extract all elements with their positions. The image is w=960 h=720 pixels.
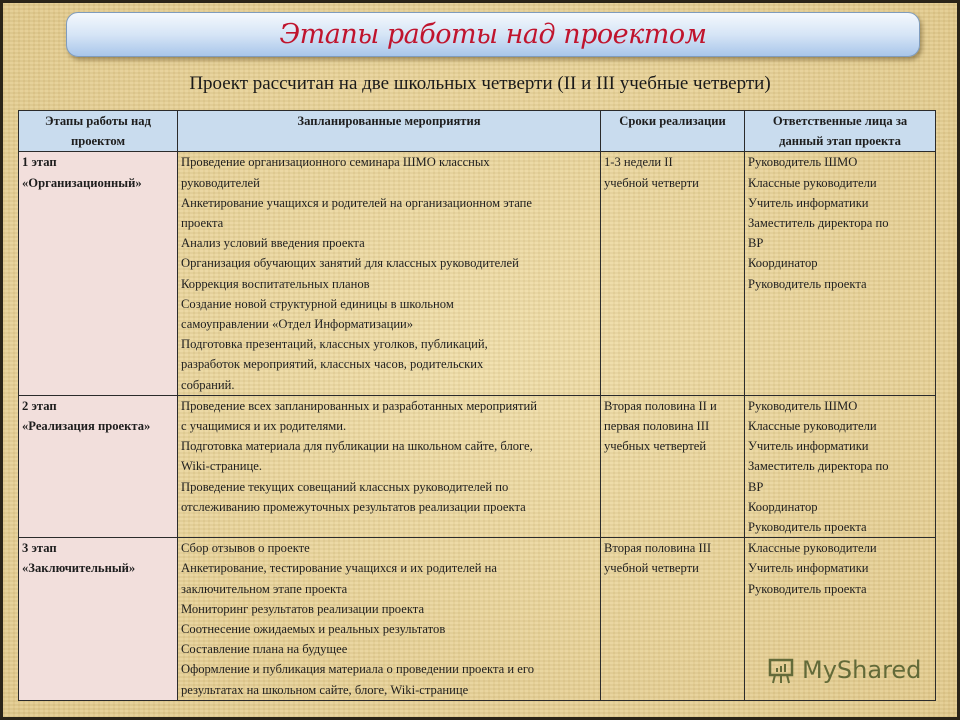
activities-cell-line: Проведение текущих совещаний классных руководителей по bbox=[181, 479, 509, 494]
timing-cell-line: Вторая половина II и bbox=[604, 398, 717, 413]
header-text: Ответственные лица за bbox=[772, 114, 908, 128]
responsible-cell bbox=[745, 395, 936, 537]
activities-cell-line: Коррекция воспитательных планов bbox=[181, 276, 370, 291]
title-banner bbox=[66, 12, 920, 57]
stage-cell bbox=[19, 538, 178, 701]
activities-cell-line: Анкетирование учащихся и родителей на организационном этапе bbox=[181, 195, 533, 210]
slide-subtitle: Проект рассчитан на две школьных четверти (II и III учебные четверти) bbox=[189, 73, 771, 94]
responsible-cell-line: Руководитель проекта bbox=[748, 581, 867, 596]
responsible-cell-line: Заместитель директора по bbox=[748, 459, 889, 474]
activities-cell-line: Сбор отзывов о проекте bbox=[181, 541, 310, 556]
activities-cell-line: Проведение всех запланированных и разработанных мероприятий bbox=[181, 398, 538, 413]
header-text: проектом bbox=[70, 134, 126, 149]
activities-cell-line: проекта bbox=[181, 216, 224, 231]
stage-cell-line: 3 этап bbox=[22, 541, 57, 556]
activities-cell-line: Проведение организационного семинара ШМО классных bbox=[181, 155, 490, 170]
timing-cell bbox=[601, 395, 745, 537]
header-text: данный этап проекта bbox=[779, 134, 901, 149]
responsible-cell-line: Учитель информатики bbox=[748, 439, 869, 454]
activities-cell-line: разработок мероприятий, классных часов, родительских bbox=[181, 357, 484, 372]
activities-cell-line: заключительном этапе проекта bbox=[181, 581, 348, 596]
activities-cell bbox=[178, 395, 601, 537]
column-header bbox=[19, 111, 178, 152]
responsible-cell-line: Учитель информатики bbox=[748, 561, 869, 576]
stage-cell-line: 1 этап bbox=[22, 155, 57, 170]
activities-cell-line: Анкетирование, тестирование учащихся и их родителей на bbox=[181, 561, 497, 576]
stage-cell-line: «Организационный» bbox=[22, 175, 142, 190]
responsible-cell bbox=[745, 152, 936, 395]
responsible-cell-line: Заместитель директора по bbox=[748, 216, 889, 231]
timing-cell-line: Вторая половина III bbox=[604, 541, 712, 556]
stage-cell-line: «Заключительный» bbox=[22, 561, 136, 576]
activities-cell-line: результатах на школьном сайте, блоге, Wiki-странице bbox=[181, 682, 469, 697]
activities-cell-line: Wiki-странице. bbox=[181, 459, 262, 474]
responsible-cell-line: Классные руководители bbox=[748, 175, 877, 190]
activities-cell-line: Оформление и публикация материала о проведении проекта и его bbox=[181, 662, 535, 677]
responsible-cell-line: ВР bbox=[748, 479, 764, 494]
activities-cell-line: Организация обучающих занятий для классных руководителей bbox=[181, 256, 519, 271]
responsible-cell-line: Учитель информатики bbox=[748, 195, 869, 210]
timing-cell-line: 1-3 недели II bbox=[604, 155, 673, 170]
timing-cell-line: учебной четверти bbox=[604, 561, 699, 576]
slide-title: Этапы работы над проектом bbox=[279, 19, 707, 50]
presentation-board-icon bbox=[766, 655, 796, 685]
project-stages-table bbox=[18, 110, 936, 701]
activities-cell-line: с учащимися и их родителями. bbox=[181, 419, 347, 434]
header-text: Этапы работы над bbox=[45, 114, 151, 128]
activities-cell bbox=[178, 538, 601, 701]
responsible-cell-line: Координатор bbox=[748, 256, 818, 271]
activities-cell-line: Подготовка материала для публикации на школьном сайте, блоге, bbox=[181, 439, 533, 454]
responsible-cell-line: Руководитель ШМО bbox=[748, 155, 858, 170]
table-row bbox=[19, 395, 936, 537]
timing-cell-line: первая половина III bbox=[604, 419, 710, 434]
activities-cell-line: руководителей bbox=[181, 175, 260, 190]
column-header bbox=[745, 111, 936, 152]
activities-cell bbox=[178, 152, 601, 395]
activities-cell-line: самоуправлении «Отдел Информатизации» bbox=[181, 317, 414, 332]
stage-cell bbox=[19, 152, 178, 395]
responsible-cell-line: Руководитель ШМО bbox=[748, 398, 858, 413]
responsible-cell-line: Классные руководители bbox=[748, 541, 877, 556]
responsible-cell-line: Координатор bbox=[748, 499, 818, 514]
timing-cell-line: учебной четверти bbox=[604, 175, 699, 190]
responsible-cell-line: Классные руководители bbox=[748, 419, 877, 434]
activities-cell-line: собраний. bbox=[181, 377, 235, 392]
header-text: Сроки реализации bbox=[619, 114, 726, 128]
timing-cell-line: учебных четвертей bbox=[604, 439, 707, 454]
timing-cell bbox=[601, 152, 745, 395]
responsible-cell-line: ВР bbox=[748, 236, 764, 251]
timing-cell bbox=[601, 538, 745, 701]
stage-cell-line: «Реализация проекта» bbox=[22, 419, 151, 434]
column-header bbox=[178, 111, 601, 152]
activities-cell-line: отслеживанию промежуточных результатов реализации проекта bbox=[181, 499, 526, 514]
column-header bbox=[601, 111, 745, 152]
header-text: Запланированные мероприятия bbox=[297, 114, 481, 128]
activities-cell-line: Мониторинг результатов реализации проекта bbox=[181, 601, 425, 616]
stage-cell bbox=[19, 395, 178, 537]
responsible-cell-line: Руководитель проекта bbox=[748, 276, 867, 291]
responsible-cell-line: Руководитель проекта bbox=[748, 520, 867, 535]
myshared-watermark bbox=[766, 655, 921, 685]
table-header-row bbox=[19, 111, 936, 152]
stage-cell-line: 2 этап bbox=[22, 398, 57, 413]
activities-cell-line: Создание новой структурной единицы в школьном bbox=[181, 296, 454, 311]
table-row bbox=[19, 152, 936, 395]
activities-cell-line: Составление плана на будущее bbox=[181, 642, 348, 657]
activities-cell-line: Соотнесение ожидаемых и реальных результатов bbox=[181, 622, 446, 637]
watermark-text: MyShared bbox=[802, 656, 922, 684]
activities-cell-line: Подготовка презентаций, классных уголков, публикаций, bbox=[181, 337, 488, 352]
activities-cell-line: Анализ условий введения проекта bbox=[181, 236, 365, 251]
